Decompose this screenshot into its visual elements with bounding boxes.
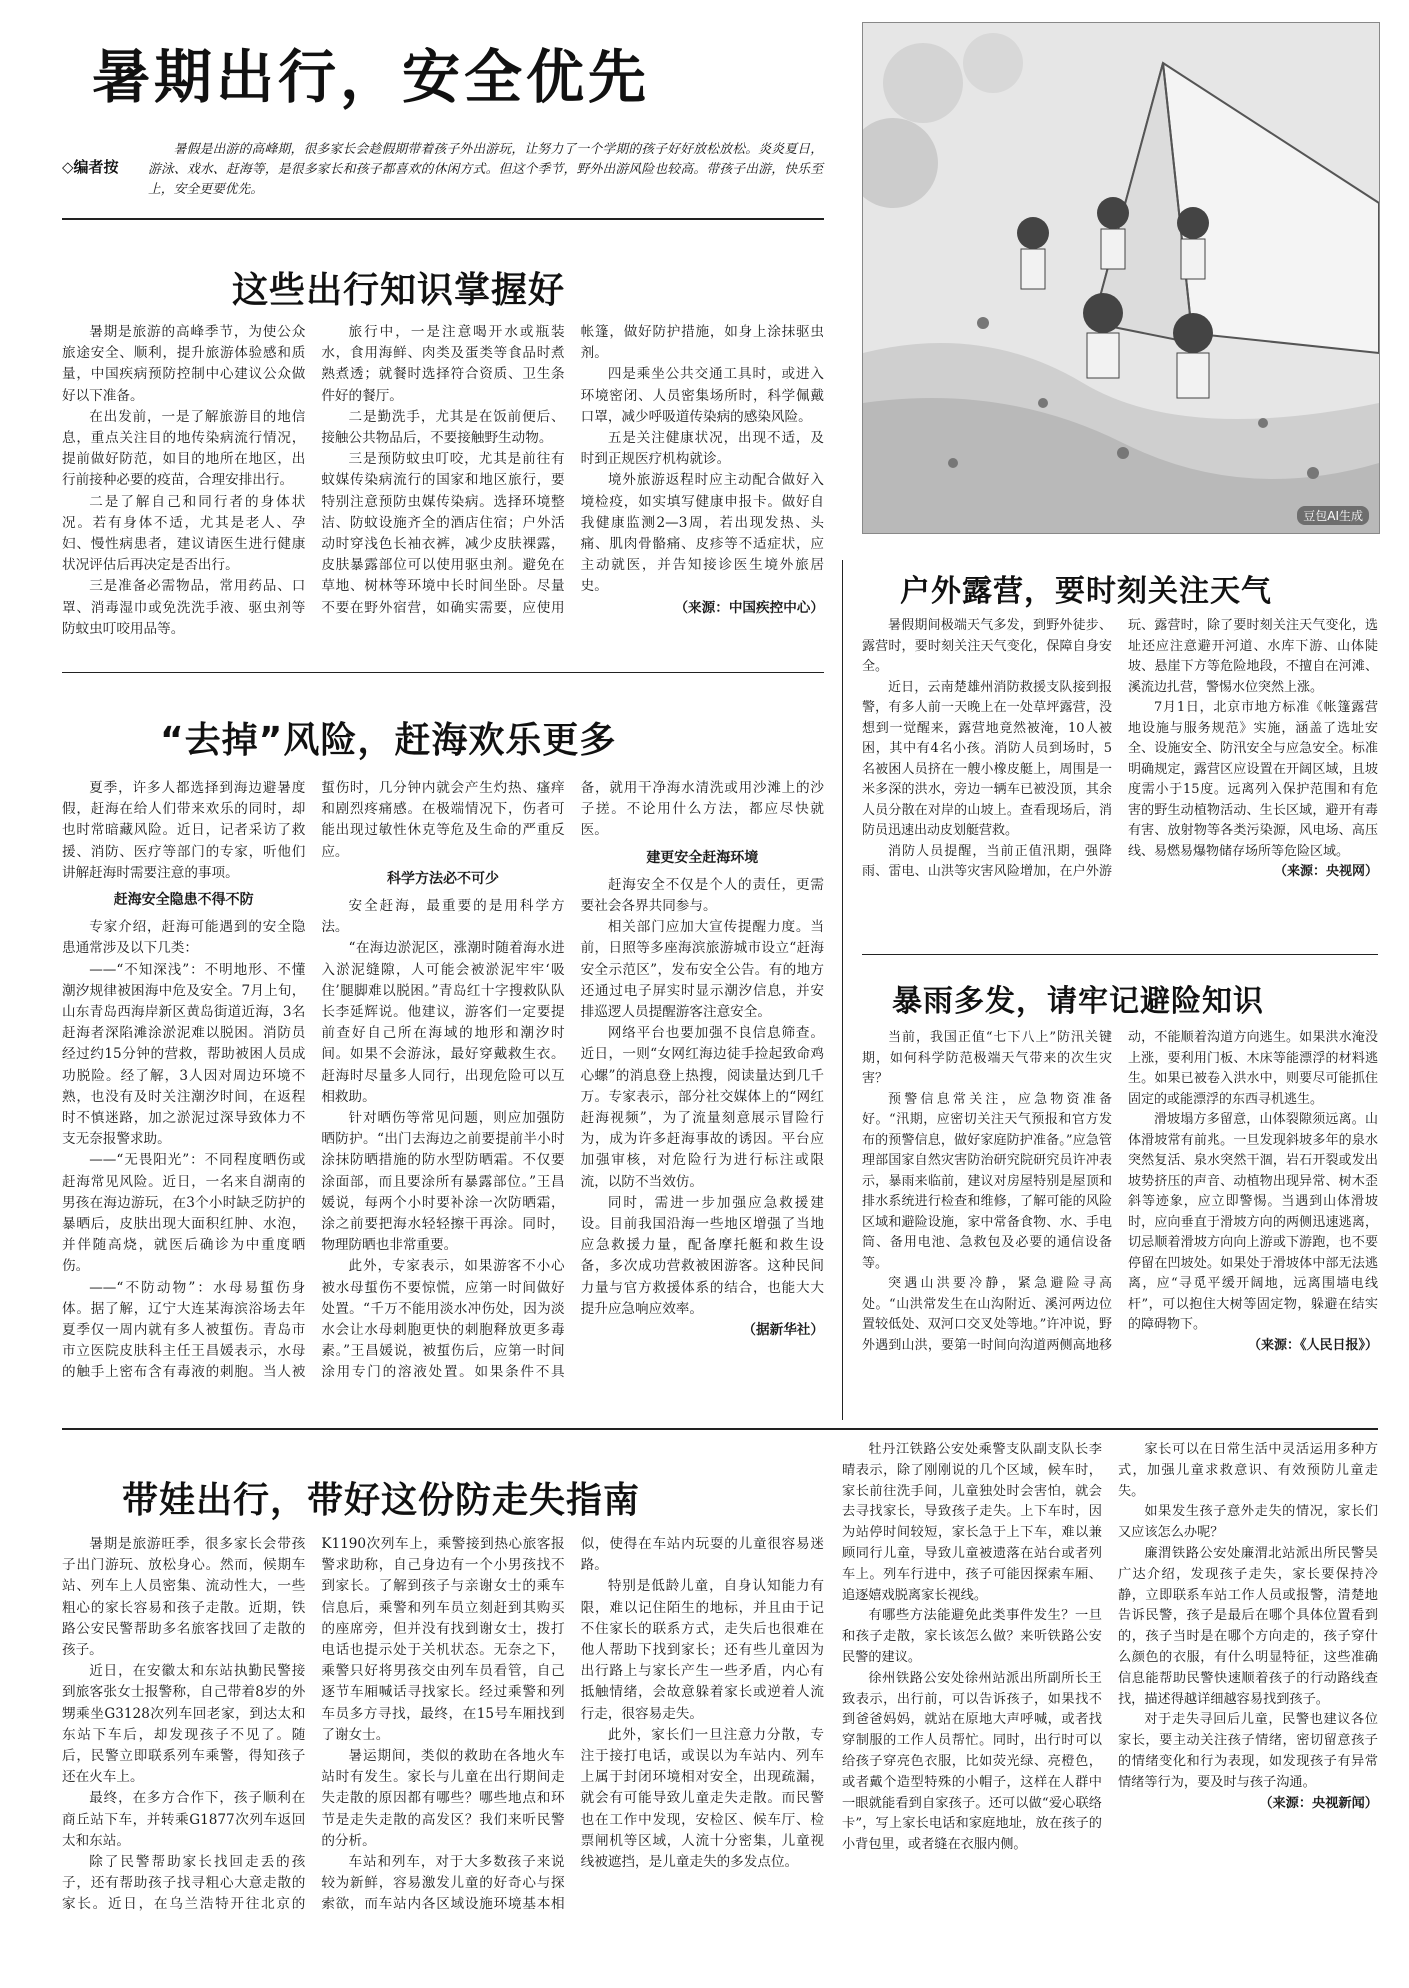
paragraph: ——“不防动物”：水母易蜇伤身体。据了解，辽宁大连某海滨浴场去年夏季仅一周内就有多人被蜇伤。青岛市市立医院皮肤科主任王昌媛表示，水母的触手上密布含有毒液的刺胞。当人被蜇伤时，几分钟内就会产生灼热、瘙痒和剧烈疼痛感。在极端情况下，伤者可能出现过敏性休克等危及生命的严重反应。 xyxy=(62,780,565,1381)
page-title: 暑期出行，安全优先 xyxy=(92,43,651,111)
camping-scene-icon xyxy=(863,23,1379,533)
paragraph: 特别是低龄儿童，自身认知能力有限，难以记住陌生的地标，并且由于记不住家长的联系方式，走失后也很难在他人帮助下找到家长；还有些儿童因为出行路上与家长产生一些矛盾，内心有抵触情绪，会故意躲着家长或逆着人流行走，很容易走失。 xyxy=(580,1578,824,1722)
source-label: （来源：央视新闻） xyxy=(1259,1795,1378,1811)
source-label: （来源：《人民日报》） xyxy=(1247,1337,1378,1353)
article3-title: 户外露营，要时刻关注天气 xyxy=(900,574,1272,609)
paragraph: 三是准备必需物品，常用药品、口罩、消毒湿巾或免洗洗手液、驱虫剂等防蚊虫叮咬用品等。 xyxy=(62,578,306,637)
article4-title: 暴雨多发，请牢记避险知识 xyxy=(892,984,1264,1019)
paragraph: 有哪些方法能避免此类事件发生？一旦和孩子走散，家长该怎么做？来听铁路公安民警的建议。 xyxy=(842,1608,1102,1665)
paragraph: 牡丹江铁路公安处乘警支队副支队长李晴表示，除了刚刚说的几个区域，候车时，家长前往洗手间，儿童独处时会害怕，就会去寻找家长，导致孩子走失。上下车时，因为站停时间较短，家长急于上下车，难以兼顾同行儿童，导致儿童被遗落在站台或者列车上。列车行进中，孩子可能因探索车厢、追逐嬉戏脱离家长视线。 xyxy=(842,1442,1102,1603)
paragraph: 最终，在多方合作下，孩子顺利在商丘站下车，并转乘G1877次列车返回太和东站。 xyxy=(62,1790,306,1849)
paragraph: 此外，家长们一旦注意力分散，专注于接打电话，或误以为车站内、列车上属于封闭环境相对安全，出现疏漏，就会有可能导致儿童走失走散。而民警也在工作中发现，安检区、候车厅、检票闸机等区域，人流十分密集，儿童视线被遮挡，是儿童走失的多发点位。 xyxy=(580,1726,824,1871)
paragraph: 近日，云南楚雄州消防救援支队接到报警，有多人前一天晚上在一处草坪露营，没想到一觉醒来，露营地竟然被淹，10人被困，其中有4名小孩。消防人员到场时，5名被困人员挤在一艘小橡皮艇上，周围是一米多深的洪水，旁边一辆车已被没顶，其余人员分散在对岸的山坡上。查看现场后，消防员迅速出动皮划艇营救。 xyxy=(862,679,1112,838)
paragraph: 在出发前，一是了解旅游目的地信息，重点关注目的地传染病流行情况，提前做好防范，如目的地所在地区，出行前接种必要的疫苗，合理安排出行。 xyxy=(62,408,306,489)
paragraph: 近日，在安徽太和东站执勤民警接到旅客张女士报警称，自己带着8岁的外甥乘坐G3128次列车回老家，到达太和东站下车后，却发现孩子不见了。随后，民警立即联系列车乘警，得知孩子还在火车上。 xyxy=(62,1663,306,1786)
paragraph: 家长可以在日常生活中灵活运用多种方式，加强儿童求救意识、有效预防儿童走失。 xyxy=(1118,1442,1378,1499)
paragraph: 7月1日，北京市地方标准《帐篷露营地设施与服务规范》实施，涵盖了选址安全、设施安全、防汛安全与应急安全。标准明确规定，露营区应设置在开阔区域，且坡度需小于15度。远离列入保护范围和有危害的野生动植物活动、生长区域，避开有毒有害、放射物等各类污染源，风电场、高压线、易燃易爆物储存场所等危险区域。 xyxy=(1128,700,1378,859)
divider xyxy=(62,672,824,673)
paragraph: 暑假期间极端天气多发，到野外徒步、露营时，要时刻关注天气变化，保障自身安全。 xyxy=(862,618,1112,674)
subheading: 赶海安全隐患不得不防 xyxy=(113,892,254,909)
paragraph: 当前，我国正值“七下八上”防汛关键期，如何科学防范极端天气带来的次生灾害？ xyxy=(862,1030,1112,1086)
column-divider xyxy=(842,560,843,1420)
divider xyxy=(62,1428,1378,1430)
editor-note-text: 暑假是出游的高峰期，很多家长会趁假期带着孩子外出游玩，让努力了一个学期的孩子好好放松放松。炎炎夏日，游泳、戏水、赶海等，是很多家长和孩子都喜欢的休闲方式。但这个季节，野外出游风险也较高。带孩子出游，快乐至上，安全更要优先。 xyxy=(148,142,823,197)
paragraph: 境外旅游返程时应主动配合做好入境检疫，如实填写健康申报卡。做好自我健康监测2—3周，若出现发热、头痛、肌肉骨骼痛、皮疹等不适症状，应主动就医，并告知接诊医生境外旅居史。 xyxy=(580,472,824,595)
paragraph: 针对晒伤等常见问题，则应加强防晒防护。“出门去海边之前要提前半小时涂抹防晒措施的防水型防晒霜。不仅要涂面部，而且要涂所有暴露部位。”王昌媛说，每两个小时要补涂一次防晒霜，涂之前要把海水轻轻擦干再涂。同时，物理防晒也非常重要。 xyxy=(321,1110,565,1254)
paragraph: 四是乘坐公共交通工具时，或进入环境密闭、人员密集场所时，科学佩戴口罩，减少呼吸道传染病的感染风险。 xyxy=(580,366,824,425)
paragraph: “在海边淤泥区，涨潮时随着海水进入淤泥缝隙，人可能会被淤泥牢牢‘吸住’腿脚难以脱困。”青岛红十字搜救队队长李延辉说。他建议，游客们一定要提前查好自己所在海域的地形和潮汐时间。如果不会游泳，最好穿戴救生衣。赶海时尽量多人同行，出现危险可以互相救助。 xyxy=(321,940,565,1105)
paragraph: 二是了解自己和同行者的身体状况。若有身体不适，尤其是老人、孕妇、慢性病患者，建议请医生进行健康状况评估后再决定是否出行。 xyxy=(62,493,306,574)
paragraph: 廉渭铁路公安处廉渭北站派出所民警吴广达介绍，发现孩子走失，家长要保持冷静，立即联系车站工作人员或报警，清楚地告诉民警，孩子是最后在哪个具体位置看到的，孩子当时是在哪个方向走的，孩子穿什么颜色的衣服，有什么明显特征，这些准确信息能帮助民警快速顺着孩子的行动路线查找，描述得越详细越容易找到孩子。 xyxy=(1118,1545,1378,1707)
paragraph: 对于走失寻回后儿童，民警也建议各位家长，要主动关注孩子情绪，密切留意孩子的情绪变化和行为表现，如发现孩子有异常情绪等行为，要及时与孩子沟通。 xyxy=(1118,1712,1378,1790)
paragraph: 旅行中，一是注意喝开水或瓶装水，食用海鲜、肉类及蛋类等食品时煮熟煮透；就餐时选择符合资质、卫生条件好的餐厅。 xyxy=(321,324,565,404)
article4-body xyxy=(862,1028,1378,1418)
paragraph: 徐州铁路公安处徐州站派出所副所长王致表示，出行前，可以告诉孩子，如果找不到爸爸妈妈，就站在原地大声呼喊，或者找穿制服的工作人员帮忙。同时，出行时可以给孩子穿亮色衣服，比如荧光绿、亮橙色，或者戴个造型特殊的小帽子，这样在人群中一眼就能看到自家孩子。还可以做“爱心联络卡”，写上家长电话和家庭地址，放在孩子的小背包里，或者缝在衣服内侧。 xyxy=(842,1670,1102,1853)
paragraph: 网络平台也要加强不良信息筛查。近日，一则“女网红海边徒手捡起致命鸡心螺”的消息登上热搜，阅读量达到几千万。专家表示，部分社交媒体上的“网红赶海视频”，为了流量刻意展示冒险行为，成为许多赶海事故的诱因。平台应加强审核，对危险行为进行标注或限流，以防不当效仿。 xyxy=(580,1025,824,1190)
source-label: （据新华社） xyxy=(742,1322,824,1339)
paragraph: 车站和列车，对于大多数孩子来说较为新鲜，容易激发儿童的好奇心与探索欲，而车站内各区域设施环境基本相似，使得在车站内玩耍的儿童很容易迷路。 xyxy=(321,1536,824,1913)
paragraph: ——“不知深浅”：不明地形、不懂潮汐规律被困海中危及安全。7月上旬，山东青岛西海岸新区黄岛街道近海，3名赶海者深陷滩涂淤泥难以脱困。消防员经过约15分钟的营救，帮助被困人员成功脱险。经了解，3人因对周边环境不熟，也没有及时关注潮汐时间，在返程时不慎迷路，加之淤泥过深导致体力不支无奈报警求助。 xyxy=(62,961,306,1148)
divider xyxy=(862,954,1378,955)
source-label: （来源：央视网） xyxy=(1273,864,1378,879)
paragraph: 二是勤洗手，尤其是在饭前便后、接触公共物品后，不要接触野生动物。 xyxy=(321,408,565,447)
paragraph: 消防人员提醒，当前正值汛期，强降雨、雷电、山洪等灾害风险增加，在户外游玩、露营时，除了要时刻关注天气变化，选址还应注意避开河道、水库下游、山体陡坡、悬崖下方等危险地段，不擅自在河滩、溪流边扎营，警惕水位突然上涨。 xyxy=(862,618,1378,879)
paragraph: 预警信息常关注，应急物资准备好。“汛期，应密切关注天气预报和官方发布的预警信息，做好家庭防护准备。”应急管理部国家自然灾害防治研究院研究员许冲表示，暴雨来临前，建议对房屋特别是屋顶和排水系统进行检查和维修，了解可能的风险区域和避险设施，家中常备食物、水、手电筒、备用电池、急救包及必要的通信设备等。 xyxy=(862,1091,1112,1271)
article5-body-right xyxy=(842,1440,1378,1974)
paragraph: 暑期是旅游的高峰季节，为使公众旅途安全、顺利，提升旅游体验感和质量，中国疾病预防控制中心建议公众做好以下准备。 xyxy=(62,324,306,404)
paragraph: 夏季，许多人都选择到海边避暑度假，赶海在给人们带来欢乐的同时，却也时常暗藏风险。近日，记者采访了救援、消防、医疗等部门的专家，听他们讲解赶海时需要注意的事项。 xyxy=(62,780,306,881)
paragraph: 此外，专家表示，如果游客不小心被水母蜇伤不要惊慌，应第一时间做好处置。“千万不能用淡水冲伤处，因为淡水会让水母刺胞更快的刺胞释放更多毒素。”王昌媛说，被蜇伤后，应第一时间涂用专门的溶液处置。如果条件不具备，就用干净海水清洗或用沙滩上的沙子搓。不论用什么方法，都应尽快就医。 xyxy=(321,780,824,1381)
paragraph: 滑坡塌方多留意，山体裂隙须远离。山体滑坡常有前兆。一旦发现斜坡多年的泉水突然复活、泉水突然干涸，岩石开裂或发出坡势挤压的声音、动植物出现异常、树木歪斜等迹象，应立即警惕。当遇到山体滑坡时，应向垂直于滑坡方向的两侧迅速逃离，切忌顺着滑坡方向向上游或下游跑，也不要停留在凹坡处。如果处于滑坡体中部无法逃离，应“寻觅平缓开阔地，远离围墙电线杆”，可以抱住大树等固定物，躲避在结实的障碍物下。 xyxy=(1128,1112,1378,1332)
paragraph: ——“无畏阳光”：不同程度晒伤或赶海常见风险。近日，一名来自湖南的男孩在海边游玩，在3个小时缺乏防护的暴晒后，皮肤出现大面积红肿、水泡，并伴随高烧，就医后确诊为中重度晒伤。 xyxy=(62,1152,306,1275)
camping-illustration xyxy=(862,22,1380,534)
paragraph: 安全赶海，最重要的是用科学方法。 xyxy=(321,898,565,936)
divider xyxy=(62,218,824,220)
editor-note-label: ◇编者按 xyxy=(62,158,119,176)
article5-body-left xyxy=(62,1534,824,1974)
paragraph: 突遇山洪要冷静，紧急避险寻高处。“山洪常发生在山沟附近、溪河两边位置较低处、双河口交叉处等地。”许冲说，野外遇到山洪，要第一时间向沟道两侧高地移动，不能顺着沟道方向逃生。如果洪水淹没上涨，要利用门板、木床等能漂浮的材料逃生。如果已被卷入洪水中，则要尽可能抓住固定的或能漂浮的东西寻机逃生。 xyxy=(862,1030,1378,1353)
paragraph: 专家介绍，赶海可能遇到的安全隐患通常涉及以下几类： xyxy=(62,919,306,957)
article1-body xyxy=(62,322,824,662)
paragraph: 三是预防蚊虫叮咬，尤其是前往有蚊媒传染病流行的国家和地区旅行，要特别注意预防虫媒传染病。选择环境整洁、防蚊设施齐全的酒店住宿；户外活动时穿浅色长袖衣裤，减少皮肤裸露，皮肤暴露部位可以使用驱虫剂。避免在草地、树林等环境中长时间坐卧。尽量不要在野外宿营，如确实需要，应使用帐篷，做好防护措施，如身上涂抹驱虫剂。 xyxy=(321,324,824,616)
subheading: 建更安全赶海环境 xyxy=(646,849,759,866)
article5-title: 带娃出行，带好这份防走失指南 xyxy=(122,1480,641,1521)
paragraph: 暑期是旅游旺季，很多家长会带孩子出门游玩、放松身心。然而，候期车站、列车上人员密集、流动性大，一些粗心的家长容易和孩子走散。近期，铁路公安民警帮助多名旅客找回了走散的孩子。 xyxy=(62,1536,306,1659)
paragraph: 赶海安全不仅是个人的责任，更需要社会各界共同参与。 xyxy=(580,876,824,915)
paragraph: 如果发生孩子意外走失的情况，家长们又应该怎么办呢？ xyxy=(1118,1504,1378,1541)
article1-title: 这些出行知识掌握好 xyxy=(232,270,566,311)
article2-title: “去掉”风险，赶海欢乐更多 xyxy=(160,720,617,761)
ai-credit-badge: 豆包AI生成 xyxy=(1297,506,1369,525)
paragraph: 相关部门应加大宣传提醒力度。当前，日照等多座海滨旅游城市设立“赶海安全示范区”，发布安全公告。有的地方还通过电子屏实时显示潮汐信息，并安排巡逻人员提醒游客注意安全。 xyxy=(580,919,824,1021)
paragraph: 同时，需进一步加强应急救援建设。目前我国沿海一些地区增强了当地应急救援力量，配备摩托艇和救生设备，多次成功营救被困游客。这种民间力量与官方救援体系的结合，也能大大提升应急响应效率。 xyxy=(580,1194,824,1317)
article3-body xyxy=(862,616,1378,946)
paragraph: 暑运期间，类似的救助在各地火车站时有发生。家长与儿童在出行期间走失走散的原因都有哪些？哪些地点和环节是走失走散的高发区？我们来听民警的分析。 xyxy=(321,1748,565,1849)
paragraph: 除了民警帮助家长找回走丢的孩子，还有帮助孩子找寻粗心大意走散的家长。近日，在乌兰浩特开往北京的K1190次列车上，乘警接到热心旅客报警求助称，自己身边有一个小男孩找不到家长。了解到孩子与亲谢女士的乘车信息后，乘警和列车员立刻赶到其购买的座席旁，但并没有找到谢女士，拨打电话也提示处于关机状态。无奈之下，乘警只好将男孩交由列车员看管，自己逐节车厢喊话寻找家长。经过乘警和列车员多方寻找，最终，在15号车厢找到了谢女士。 xyxy=(62,1536,565,1913)
paragraph: 五是关注健康状况，出现不适，及时到正规医疗机构就诊。 xyxy=(580,430,824,468)
article2-body xyxy=(62,778,824,1408)
source-label: （来源：中国疾控中心） xyxy=(674,599,824,616)
subheading: 科学方法必不可少 xyxy=(386,870,499,887)
